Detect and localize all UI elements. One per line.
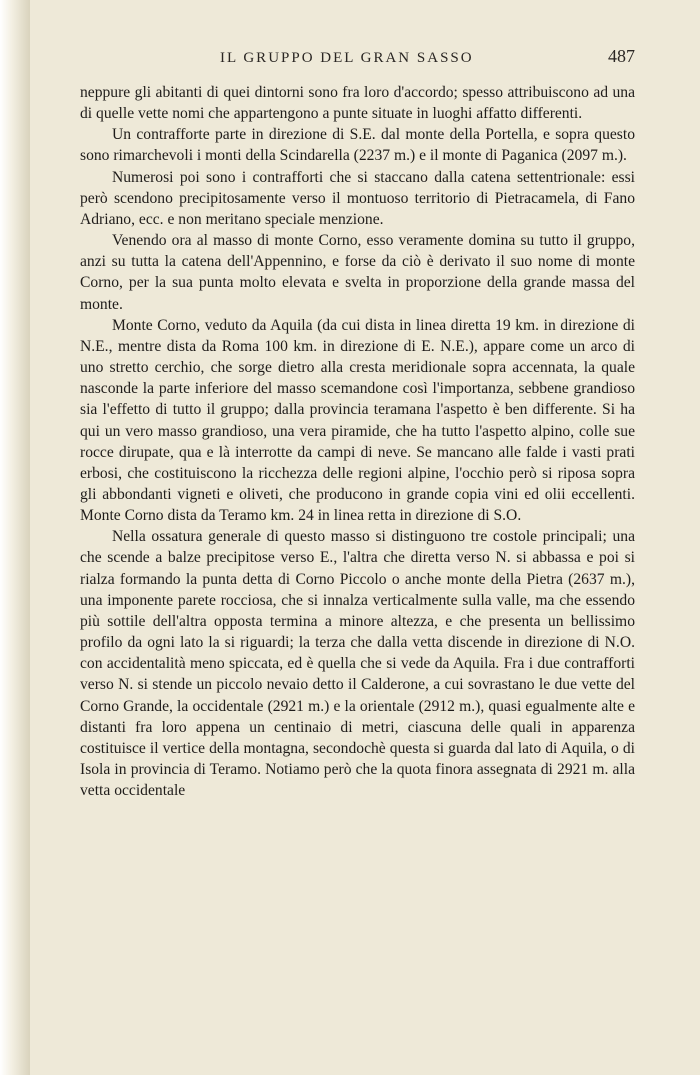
paragraph-continuation: neppure gli abitanti di quei dintorni sono fra loro d'accordo; spesso attribuiscono ad una di quelle vette nomi che appartengono a punte situate in luoghi affatto differenti. bbox=[80, 84, 635, 123]
page-number: 487 bbox=[608, 46, 635, 66]
paragraph-veduto-da-aquila: Monte Corno, veduto da Aquila (da cui dista in linea diretta 19 km. in direzione di N.E., mentre dista da Roma 100 km. in direzione di E. N.E.), appare come un arco di uno stretto cerchio, che sorge dietro alla cresta meridionale sopra accennata, la quale nasconde la parte inferiore del masso scemandone così l'importanza, sebbene grandioso sia l'effetto di tutto il gruppo; dalla provincia teramana l'aspetto è ben differente. Si ha qui un vero masso grandioso, una vera piramide, che ha tutto l'aspetto alpino, colle sue rocce dirupate, qua e là interrotte da campi di neve. Se mancano alle falde i vasti prati erbosi, che costituiscono la ricchezza delle regioni alpine, l'occhio però si riposa sopra gli abbondanti vigneti e oliveti, che producono in grande copia vini ed olii eccellenti. Monte Corno dista da Teramo km. 24 in linea retta in direzione di S.O. bbox=[80, 316, 635, 525]
page-header bbox=[80, 46, 635, 74]
paragraph-contrafforte: Un contrafforte parte in direzione di S.E. dal monte della Portella, e sopra questo sono rimarchevoli i monti della Scindarella (2237 m.) e il monte di Paganica (2097 m.). bbox=[80, 126, 635, 165]
body-text bbox=[80, 82, 635, 801]
book-gutter bbox=[0, 0, 30, 1075]
paragraph-monte-corno: Venendo ora al masso di monte Corno, esso veramente domina su tutto il gruppo, anzi su tutta la catena dell'Appennino, e forse da ciò è derivato il suo nome di monte Corno, per la sua punta molto elevata e svelta in proporzione della grande massa del monte. bbox=[80, 232, 635, 313]
paragraph-contrafforti-settentrionali: Numerosi poi sono i contrafforti che si staccano dalla catena settentrionale: essi però scendono precipitosamente verso il montuoso territorio di Pietracamela, di Fano Adriano, ecc. e non meritano speciale menzione. bbox=[80, 168, 635, 228]
paragraph-ossatura: Nella ossatura generale di questo masso si distinguono tre costole principali; una che scende a balze precipitose verso E., l'altra che diretta verso N. si abbassa e poi si rialza formando la punta detta di Corno Piccolo o anche monte della Pietra (2637 m.), una imponente parete rocciosa, che si innalza verticalmente sulla valle, ma che essendo più sottile dell'altra opposta termina a minore altezza, e che presenta un bellissimo profilo da ogni lato la si riguardi; la terza che dalla vetta discende in direzione di N.O. con accidentalità meno spiccata, ed è quella che si vede da Aquila. Fra i due contrafforti verso N. si stende un piccolo nevaio detto il Calderone, a cui sovrastano le due vette del Corno Grande, la occidentale (2921 m.) e la orientale (2912 m.), quasi egualmente alte e distanti fra loro appena un centinaio di metri, ciascuna delle quali in apparenza costituisce il vertice della montagna, secondochè questa si guarda dal lato di Aquila, o di Isola in provincia di Teramo. Notiamo però che la quota finora assegnata di 2921 m. alla vetta occidentale bbox=[80, 528, 635, 800]
running-title: IL GRUPPO DEL GRAN SASSO bbox=[220, 50, 474, 66]
